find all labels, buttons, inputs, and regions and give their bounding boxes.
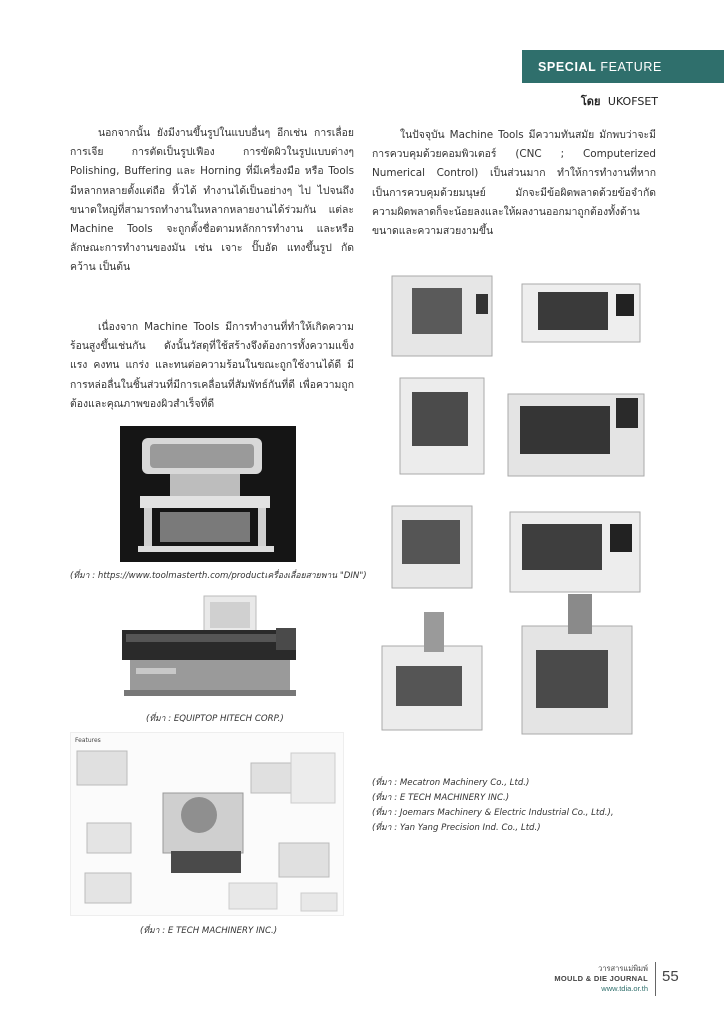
caption-etech: (ที่มา : E TECH MACHINERY INC.) xyxy=(372,793,510,803)
features-label: Features xyxy=(75,737,101,744)
caption-joemars: (ที่มา : Joemars Machinery & Electric Industrial Co., Ltd.), xyxy=(372,808,614,818)
caption-grinder: (ที่มา : EQUIPTOP HITECH CORP.) xyxy=(146,714,284,724)
journal-url[interactable]: www.tdia.or.th xyxy=(601,984,648,993)
right-paragraph-1: ในปัจจุบัน Machine Tools มีความทันสมัย มักพบว่าจะมีการควบคุมด้วยคอมพิวเตอร์ (CNC ; Computerized Numerical Control) เป็นส่วนมาก ทำให้การทำงานที่หากเป็นการควบคุมด้วยมนุษย์ มักจะมีข้อผิดพลาดด้วยข้อจำกัด ความผิดพลาดก็จะน้อยลงและให้ผลงานออกมาถูกต้องทั้งด้านขนาดและความสวยงามขึ้น xyxy=(372,129,656,238)
features-brochure xyxy=(70,732,344,916)
caption-yanyang: (ที่มา : Yan Yang Precision Ind. Co., Ltd.) xyxy=(372,823,541,833)
left-paragraph-2: เนื่องจาก Machine Tools มีการทำงานที่ทำให้เกิดความร้อนสูงขึ้นเช่นกัน ดังนั้นวัสดุที่ใช้สร้างจึงต้องการทั้งความแข็งแรง คงทน แกร่ง และทนต่อความร้อนในขณะถูกใช้งานได้ดี มีการหล่อลื่นในชิ้นส่วนที่มีการเคลื่อนที่สัมพัทธ์กันที่ดี เพื่อความถูกต้องและคุณภาพของผิวสำเร็จที่ดี xyxy=(70,321,354,410)
caption-features: (ที่มา : E TECH MACHINERY INC.) xyxy=(140,926,278,936)
byline xyxy=(581,92,658,110)
left-paragraph-1: นอกจากนั้น ยังมีงานขึ้นรูปในแบบอื่นๆ อีกเช่น การเลื่อย การเจีย การตัดเป็นรูปเฟือง การขัดผิวในรูปแบบต่างๆ Polishing, Buffering และ Horning ที่มีเครื่องมือ หรือ Tools มีหลากหลายตั้งแต่ถือ หิ้วได้ ทำงานได้เป็นอย่างๆ ไป ไปจนถึงขนาดใหญ่ที่สามารถทำงานในหลากหลายงานได้ร่วมกัน แต่ละ Machine Tools จะถูกตั้งชื่อตามหลักการทำงาน และหรือลักษณะการทำงานของมัน เช่น เจาะ ปั๊บอัด แทงขึ้นรูป กัด คว้าน เป็นต้น xyxy=(70,127,354,274)
journal-footer xyxy=(554,964,648,994)
banner-text: FEATURE xyxy=(600,59,662,74)
cnc-captions xyxy=(372,776,614,836)
band-saw-photo xyxy=(120,426,296,562)
section-banner xyxy=(522,50,724,83)
grinder-photo xyxy=(116,590,302,700)
footer-divider xyxy=(655,962,656,996)
page-number: 55 xyxy=(662,968,679,985)
cnc-machines-grid xyxy=(372,266,658,762)
byline-prefix: โดย xyxy=(580,95,601,108)
caption-band-saw: (ที่มา : https://www.toolmasterth.com/productเครื่องเลื่อยสายพาน "DIN") xyxy=(70,571,367,581)
banner-bold-text: SPECIAL xyxy=(538,59,597,74)
byline-author: UKOFSET xyxy=(607,95,658,108)
journal-name-thai: วารสารแม่พิมพ์ xyxy=(598,964,648,973)
journal-name-en: MOULD & DIE JOURNAL xyxy=(554,974,648,983)
caption-mecatron: (ที่มา : Mecatron Machinery Co., Ltd.) xyxy=(372,778,530,788)
